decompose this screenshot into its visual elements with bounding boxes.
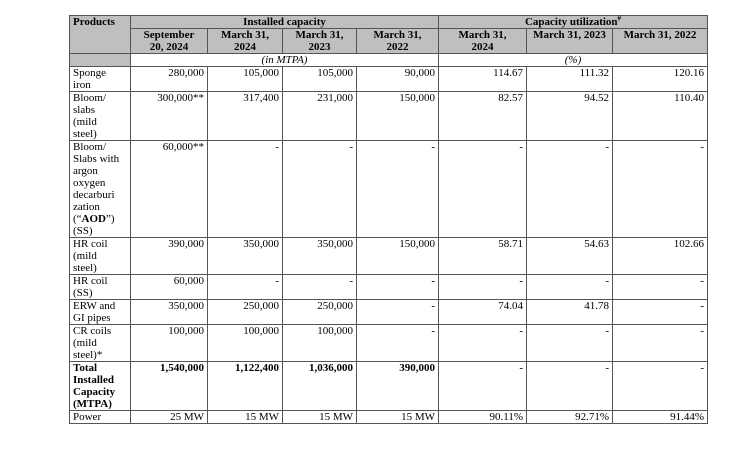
table-row xyxy=(70,362,708,411)
value-cell: - xyxy=(357,141,439,238)
product-name-line: (“AOD”) xyxy=(73,213,115,225)
table-row xyxy=(70,411,708,424)
value-cell: 350,000 xyxy=(208,238,283,275)
value-cell: 91.44% xyxy=(613,411,708,424)
product-name-line: steel) xyxy=(73,128,97,140)
capacity-table xyxy=(69,15,708,424)
value-cell: - xyxy=(208,141,283,238)
table-row xyxy=(70,238,708,275)
header-row-2 xyxy=(70,29,708,54)
value-cell: 114.67 xyxy=(439,67,527,92)
value-cell: 92.71% xyxy=(527,411,613,424)
value-cell: - xyxy=(439,325,527,362)
header-row-1 xyxy=(70,16,708,29)
product-name-line: oxygen xyxy=(73,177,106,189)
value-cell: 41.78 xyxy=(527,300,613,325)
product-name xyxy=(70,275,131,300)
table-row xyxy=(70,325,708,362)
product-name-line: Bloom/ xyxy=(73,141,107,153)
value-cell: 300,000** xyxy=(131,92,208,141)
value-cell: 390,000 xyxy=(131,238,208,275)
product-name-line: (SS) xyxy=(73,287,93,299)
product-name-line: steel) xyxy=(73,262,97,274)
value-cell: 390,000 xyxy=(357,362,439,411)
capacity-utilization-header: Capacity utilization# xyxy=(439,16,708,29)
value-cell: 60,000** xyxy=(131,141,208,238)
product-name xyxy=(70,141,131,238)
value-cell: 90,000 xyxy=(357,67,439,92)
table-row xyxy=(70,67,708,92)
product-name-line: (mild xyxy=(73,250,97,262)
value-cell: 94.52 xyxy=(527,92,613,141)
product-name xyxy=(70,325,131,362)
product-name-line: zation xyxy=(73,201,100,213)
product-name-line: CR coils xyxy=(73,325,112,337)
value-cell: 100,000 xyxy=(131,325,208,362)
product-name-line: Power xyxy=(73,411,102,423)
value-cell: 350,000 xyxy=(131,300,208,325)
util-col-mar-2022: March 31, 2022 xyxy=(613,29,708,54)
product-name-line: Total xyxy=(73,362,98,374)
value-cell: - xyxy=(613,300,708,325)
capacity-unit-label: (in MTPA) xyxy=(131,54,439,67)
value-cell: 60,000 xyxy=(131,275,208,300)
value-cell: 54.63 xyxy=(527,238,613,275)
product-name-line: GI pipes xyxy=(73,312,111,324)
col-mar-2024: March 31, 2024 xyxy=(208,29,283,54)
product-name-line: decarburi xyxy=(73,189,115,201)
value-cell: 110.40 xyxy=(613,92,708,141)
value-cell: - xyxy=(527,325,613,362)
value-cell: 150,000 xyxy=(357,238,439,275)
value-cell: 15 MW xyxy=(283,411,357,424)
value-cell: - xyxy=(527,141,613,238)
value-cell: 58.71 xyxy=(439,238,527,275)
util-col-mar-2024: March 31, 2024 xyxy=(439,29,527,54)
value-cell: 317,400 xyxy=(208,92,283,141)
value-cell: - xyxy=(527,275,613,300)
product-name xyxy=(70,92,131,141)
value-cell: 150,000 xyxy=(357,92,439,141)
value-cell: - xyxy=(613,141,708,238)
value-cell: - xyxy=(613,275,708,300)
value-cell: - xyxy=(357,325,439,362)
value-cell: 111.32 xyxy=(527,67,613,92)
product-name-line: argon xyxy=(73,165,98,177)
table-row xyxy=(70,92,708,141)
value-cell: 90.11% xyxy=(439,411,527,424)
product-name-line: steel)* xyxy=(73,349,103,361)
table-row xyxy=(70,300,708,325)
value-cell: 1,036,000 xyxy=(283,362,357,411)
value-cell: 280,000 xyxy=(131,67,208,92)
value-cell: 105,000 xyxy=(208,67,283,92)
product-name xyxy=(70,411,131,424)
value-cell: - xyxy=(613,362,708,411)
product-name-line: Sponge xyxy=(73,67,106,79)
value-cell: 105,000 xyxy=(283,67,357,92)
product-name-line: ERW and xyxy=(73,300,116,312)
units-blank-cell xyxy=(70,54,131,67)
value-cell: 25 MW xyxy=(131,411,208,424)
value-cell: 1,540,000 xyxy=(131,362,208,411)
value-cell: 350,000 xyxy=(283,238,357,275)
product-name-line: (mild xyxy=(73,337,97,349)
value-cell: 15 MW xyxy=(208,411,283,424)
product-name xyxy=(70,362,131,411)
product-name-line: Capacity xyxy=(73,386,116,398)
value-cell: 231,000 xyxy=(283,92,357,141)
value-cell: 15 MW xyxy=(357,411,439,424)
value-cell: 120.16 xyxy=(613,67,708,92)
product-name-line: HR coil xyxy=(73,238,108,250)
product-name xyxy=(70,67,131,92)
products-header: Products xyxy=(70,16,131,54)
units-row xyxy=(70,54,708,67)
installed-capacity-header: Installed capacity xyxy=(131,16,439,29)
product-name-line: HR coil xyxy=(73,275,108,287)
value-cell: - xyxy=(357,300,439,325)
value-cell: 250,000 xyxy=(208,300,283,325)
value-cell: 82.57 xyxy=(439,92,527,141)
table-row xyxy=(70,275,708,300)
product-name-line: iron xyxy=(73,79,91,91)
col-mar-2022: March 31, 2022 xyxy=(357,29,439,54)
value-cell: - xyxy=(208,275,283,300)
product-name-line: (mild xyxy=(73,116,97,128)
value-cell: - xyxy=(283,141,357,238)
value-cell: - xyxy=(439,275,527,300)
product-name xyxy=(70,300,131,325)
value-cell: 100,000 xyxy=(283,325,357,362)
product-name-line: slabs xyxy=(73,104,95,116)
product-name-line: Installed xyxy=(73,374,114,386)
table-row xyxy=(70,141,708,238)
value-cell: 250,000 xyxy=(283,300,357,325)
value-cell: 100,000 xyxy=(208,325,283,362)
value-cell: - xyxy=(613,325,708,362)
value-cell: - xyxy=(439,141,527,238)
product-name-line: (MTPA) xyxy=(73,398,112,410)
util-col-mar-2023: March 31, 2023 xyxy=(527,29,613,54)
value-cell: - xyxy=(439,362,527,411)
product-name-line: Bloom/ xyxy=(73,92,107,104)
value-cell: - xyxy=(283,275,357,300)
value-cell: 74.04 xyxy=(439,300,527,325)
col-mar-2023: March 31, 2023 xyxy=(283,29,357,54)
value-cell: 1,122,400 xyxy=(208,362,283,411)
utilization-unit-label: (%) xyxy=(439,54,708,67)
product-name-line: (SS) xyxy=(73,225,93,237)
value-cell: - xyxy=(357,275,439,300)
col-sep-2024: September 20, 2024 xyxy=(131,29,208,54)
product-name-line: Slabs with xyxy=(73,153,120,165)
value-cell: - xyxy=(527,362,613,411)
product-name xyxy=(70,238,131,275)
value-cell: 102.66 xyxy=(613,238,708,275)
